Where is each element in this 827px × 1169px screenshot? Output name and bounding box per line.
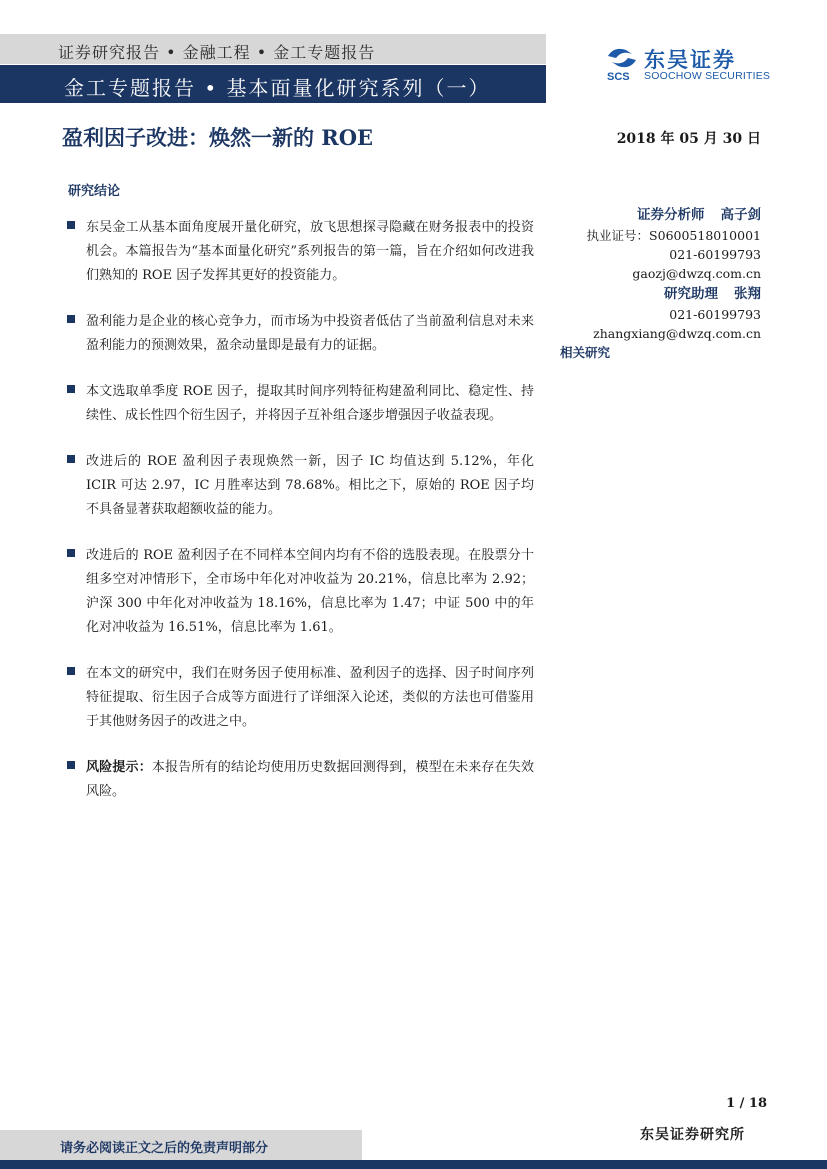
bullet-square-icon	[67, 385, 75, 393]
section-heading: 研究结论	[68, 184, 121, 199]
logo-cn-name: 东吴证券	[644, 48, 736, 72]
analyst-panel	[521, 204, 761, 343]
header-breadcrumb-band	[0, 34, 546, 64]
footer-disclaimer-band	[0, 1130, 362, 1160]
assistant-role: 研究助理	[664, 286, 718, 302]
bullet-square-icon	[67, 549, 75, 557]
bullet-square-icon	[67, 761, 75, 769]
list-item-text: 改进后的 ROE 盈利因子表现焕然一新，因子 IC 均值达到 5.12%，年化 ICIR 可达 2.97，IC 月胜率达到 78.68%。相比之下，原始的 ROE 因子均不具备显著获取超额收益的能力。	[86, 454, 534, 517]
page-number: 1 / 18	[726, 1096, 767, 1111]
analyst-phone: 021-60199793	[669, 247, 761, 262]
logo-en-name: SOOCHOW SECURITIES	[644, 70, 771, 82]
analyst-role-line	[521, 204, 761, 226]
list-item-text: 在本文的研究中，我们在财务因子使用标准、盈利因子的选择、因子时间序列特征提取、衍生因子合成等方面进行了详细深入论述，类似的方法也可借鉴用于其他财务因子的改进之中。	[86, 666, 534, 729]
header-series-band	[0, 65, 546, 103]
conclusion-list	[64, 216, 534, 826]
analyst-name: 高子剑	[720, 207, 761, 223]
assistant-name: 张翔	[734, 286, 761, 302]
assistant-phone: 021-60199793	[669, 307, 761, 322]
list-item	[64, 310, 534, 358]
bullet-square-icon	[67, 667, 75, 675]
risk-text	[86, 756, 534, 804]
assistant-email[interactable]: zhangxiang@dwzq.com.cn	[593, 326, 761, 341]
list-item-text: 改进后的 ROE 盈利因子在不同样本空间内均有不俗的选股表现。在股票分十组多空对冲情形下，全市场中年化对冲收益为 20.21%，信息比率为 2.92；沪深 300 中年化对冲收益为 18.16%，信息比率为 1.47；中证 500 中的年化对冲收益为 16.51%，信息比率为 1.61。	[86, 548, 534, 635]
header-breadcrumb: 证券研究报告 • 金融工程 • 金工专题报告	[58, 43, 376, 62]
list-item	[64, 662, 534, 734]
report-date: 2018 年 05 月 30 日	[616, 131, 761, 147]
list-item-text: 本文选取单季度 ROE 因子，提取其时间序列特征构建盈利同比、稳定性、持续性、成长性四个衍生因子，并将因子互补组合逐步增强因子收益表现。	[86, 384, 534, 423]
report-title: 盈利因子改进：焕然一新的 ROE	[62, 125, 374, 150]
risk-body: 本报告所有的结论均使用历史数据回测得到，模型在未来存在失效风险。	[86, 760, 534, 799]
list-item	[64, 544, 534, 640]
assistant-role-line	[521, 283, 761, 305]
logo-mark-icon	[604, 44, 640, 84]
list-item	[64, 450, 534, 522]
list-item-text: 东吴金工从基本面角度展开量化研究，放飞思想探寻隐藏在财务报表中的投资机会。本篇报告为“基本面量化研究”系列报告的第一篇，旨在介绍如何改进我们熟知的 ROE 因子发挥其更好的投资能力。	[86, 220, 534, 283]
analyst-email[interactable]: gaozj@dwzq.com.cn	[632, 266, 761, 281]
list-item-text: 盈利能力是企业的核心竞争力，而市场为中投资者低估了当前盈利信息对未来盈利能力的预测效果，盈余动量即是最有力的证据。	[86, 314, 534, 353]
analyst-cert: 执业证号：S0600518010001	[586, 228, 761, 243]
bullet-square-icon	[67, 315, 75, 323]
analyst-role: 证券分析师	[637, 207, 705, 223]
list-item	[64, 380, 534, 428]
series-title: 金工专题报告 • 基本面量化研究系列（一）	[64, 76, 491, 100]
risk-label: 风险提示：	[86, 760, 152, 775]
risk-item	[64, 756, 534, 804]
footer-bar	[0, 1160, 827, 1169]
bullet-square-icon	[67, 455, 75, 463]
list-item	[64, 216, 534, 288]
footer-disclaimer: 请务必阅读正文之后的免责声明部分	[60, 1141, 269, 1156]
related-research-heading: 相关研究	[560, 345, 611, 360]
company-logo	[604, 44, 774, 86]
bullet-square-icon	[67, 221, 75, 229]
footer-institute: 东吴证券研究所	[640, 1127, 745, 1143]
logo-mark-text: SCS	[607, 71, 630, 83]
